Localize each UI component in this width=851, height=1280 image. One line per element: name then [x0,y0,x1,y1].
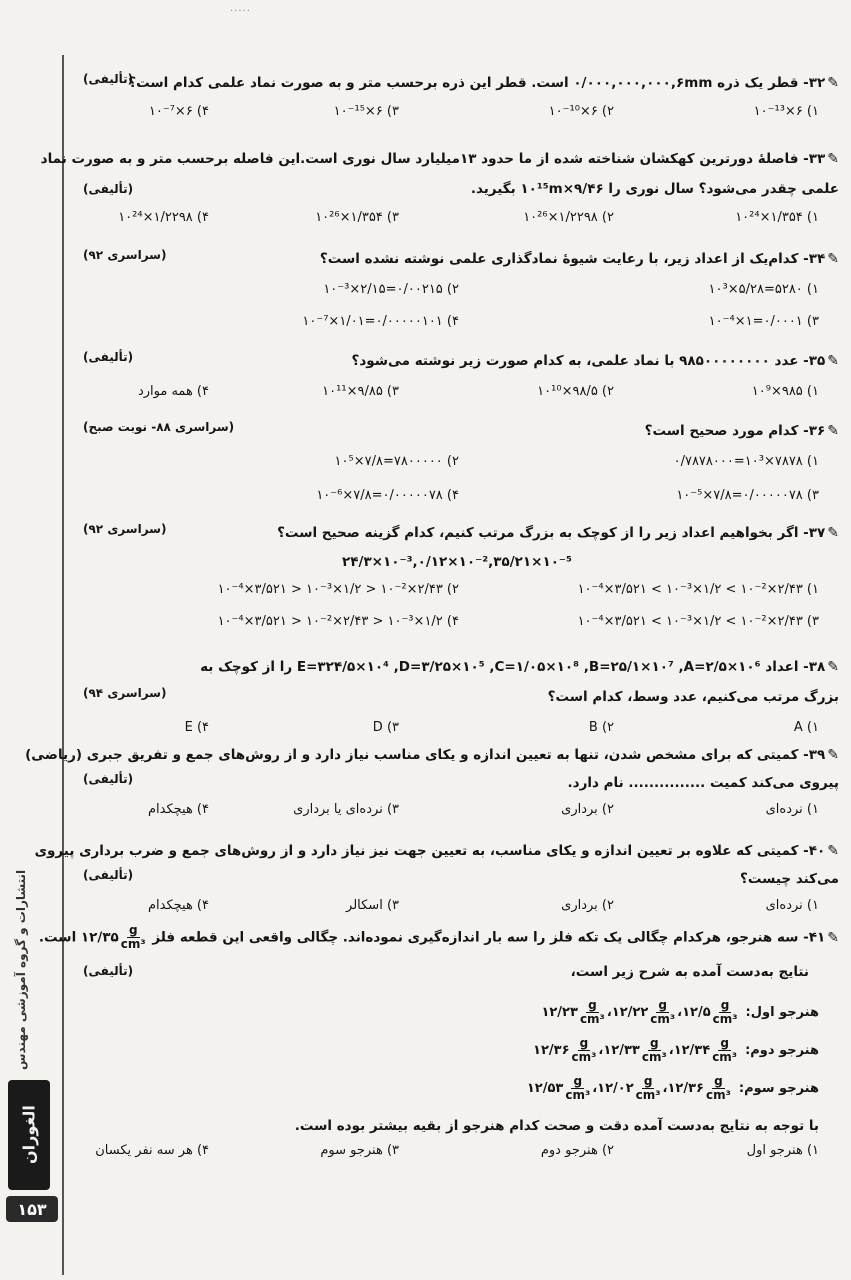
option-2[interactable]: ۲) ۱/۲۲۹۸×۱۰²⁶ [523,210,614,225]
separator: ، [668,1042,674,1058]
student-row [75,993,819,1031]
question-40 [34,840,839,922]
pencil-icon: ✎ [827,251,839,267]
option-2[interactable]: ۲) ۰/۰۰۲۱۵=۲/۱۵×۱۰⁻³ [323,282,459,297]
unit-fraction: $\frac{g}{\text{cm³}}$ [712,1035,738,1064]
option-2[interactable]: ۲) ۹۸/۵×۱۰¹⁰ [537,384,614,399]
option-1[interactable]: ۱) ۹۸۵×۱۰⁹ [751,384,819,399]
page-number: ۱۵۳ [6,1196,58,1222]
question-text: سه هنرجو، هرکدام چگالی یک تکه فلز را سه بار اندازه‌گیری نموده‌اند. چگالی واقعی این قطعه فلز [152,929,799,946]
student-label: هنرجو دوم: [745,1042,819,1058]
question-number: ۴۰- [803,843,826,859]
measurement-value: ۱۲/۰۲ [597,1080,634,1096]
measurement-value: ۱۲/۵ [682,1004,711,1020]
option-1[interactable]: ۱) ۷۸۷۸×۱۰³=۰/۷۸۷۸۰۰۰ [673,454,819,469]
unit-fraction: $\frac{g}{\text{cm³}}$ [706,1073,731,1102]
measurement-value: ۱۲/۳۴ [673,1042,711,1058]
question-number: ۳۸- [803,659,826,675]
question-text-end: است. [38,929,77,946]
question-41 [38,923,839,1167]
pencil-icon: ✎ [827,659,839,675]
measurement-value: ۱۲/۳۳ [603,1042,640,1058]
question-source: (تألیفی) [83,868,134,882]
question-33 [40,148,839,234]
student-row [75,1031,819,1069]
option-4[interactable]: ۴) هیچکدام [147,802,209,817]
option-1[interactable]: ۱) نرده‌ای [765,898,819,913]
option-4[interactable]: ۴) ۱/۲۲۹۸×۱۰²⁴ [118,210,209,225]
option-2[interactable]: ۲) ۶×۱۰⁻¹⁰ [548,104,614,119]
publisher-text: انتشارات و گروه آموزشی مهندس [14,869,28,1070]
publisher-logo: الغوران [8,1080,50,1190]
question-35 [75,350,839,408]
question-text: کدام مورد صحیح است؟ [644,423,799,439]
question-text-continued: می‌کند چیست؟ [740,871,839,887]
option-2[interactable]: ۲) برداری [561,898,614,913]
question-text-continued: نتایج به‌دست آمده به شرح زیر است، [570,964,809,980]
measurement-value: ۱۲/۳۶ [667,1080,704,1096]
option-4[interactable]: ۴) هیچکدام [147,898,209,913]
question-number: ۴۱- [803,929,826,946]
option-1[interactable]: ۱) ۱/۳۵۴×۱۰²⁴ [735,210,819,225]
pencil-icon: ✎ [827,843,839,859]
pencil-icon: ✎ [827,929,839,946]
option-1[interactable]: ۱) ۵۲۸۰=۵/۲۸×۱۰³ [708,282,819,297]
student-label: هنرجو اول: [745,1004,819,1020]
option-2[interactable]: ۲) هنرجو دوم [540,1143,614,1158]
option-2[interactable]: ۲) ۲/۴۳×۱۰⁻² < ۱/۲×۱۰⁻³ < ۳/۵۲۱×۱۰⁻⁴ [217,582,459,597]
top-mark: ····· [230,6,251,17]
question-number: ۳۳- [803,151,826,167]
question-36 [75,420,839,512]
option-3[interactable]: ۳) ۰/۰۰۰۱=۱×۱۰⁻⁴ [708,314,819,329]
unit-fraction: $\frac{g}{\text{cm³}}$ [565,1073,591,1102]
question-number: ۳۹- [803,747,826,763]
number-series: ۲۴/۳×۱۰⁻³,۰/۱۲×۱۰⁻²,۳۵/۲۱×۱۰⁻⁵ [342,554,572,570]
unit-fraction: $\frac{g}{\text{cm³}}$ [641,1035,667,1064]
measurement-value: ۱۲/۲۳ [541,1004,578,1020]
pencil-icon: ✎ [827,525,839,541]
unit-fraction: $\frac{g}{\text{cm³}}$ [712,997,738,1026]
separator: ، [662,1080,668,1096]
pencil-icon: ✎ [827,353,839,369]
option-4[interactable]: E (۴ [184,720,209,735]
option-4[interactable]: ۴) همه موارد [137,384,209,399]
question-32 [75,72,839,128]
pencil-icon: ✎ [827,151,839,167]
option-1[interactable]: ۱) هنرجو اول [746,1143,819,1158]
measurement-value: ۱۲/۳۶ [533,1042,570,1058]
question-source: (سراسری ۸۸- نوبت صبح) [83,420,235,434]
option-4[interactable]: ۴) هر سه نفر یکسان [95,1143,209,1158]
option-4[interactable]: ۴) ۶×۱۰⁻⁷ [148,104,209,119]
option-3[interactable]: ۳) ۹/۸۵×۱۰¹¹ [322,384,399,399]
option-4[interactable]: ۴) ۱/۲×۱۰⁻³ < ۲/۴۳×۱۰⁻² < ۳/۵۲۱×۱۰⁻⁴ [217,614,459,629]
student-label: هنرجو سوم: [738,1080,819,1096]
question-number: ۳۷- [803,525,826,541]
question-number: ۳۲- [803,75,826,91]
separator: ، [677,1004,683,1020]
option-2[interactable]: ۲) برداری [561,802,614,817]
option-3[interactable]: ۳) ۶×۱۰⁻¹⁵ [333,104,399,119]
option-2[interactable]: ۲) ۷۸۰۰۰۰۰=۷/۸×۱۰⁵ [334,454,459,469]
option-3[interactable]: ۳) ۰/۰۰۰۰۰۷۸=۷/۸×۱۰⁻⁵ [676,488,819,503]
option-3[interactable]: ۳) هنرجو سوم [320,1143,399,1158]
option-3[interactable]: ۳) ۲/۴۳×۱۰⁻² > ۱/۲×۱۰⁻³ > ۳/۵۲۱×۱۰⁻⁴ [577,614,819,629]
question-text-continued: بزرگ مرتب می‌کنیم، عدد وسط، کدام است؟ [547,689,839,705]
option-1[interactable]: ۱) ۲/۴۳×۱۰⁻² > ۱/۲×۱۰⁻³ > ۳/۵۲۱×۱۰⁻⁴ [577,582,819,597]
option-4[interactable]: ۴) ۰/۰۰۰۰۰۷۸=۷/۸×۱۰⁻⁶ [316,488,459,503]
option-1[interactable]: ۱) ۶×۱۰⁻¹³ [753,104,819,119]
pencil-icon: ✎ [827,747,839,763]
option-4[interactable]: ۴) ۰/۰۰۰۰۰۱۰۱=۱/۰۱×۱۰⁻⁷ [302,314,459,329]
question-text: کمیتی که برای مشخص شدن، تنها به تعیین اندازه و یکای مناسب نیاز دارد و از روش‌های جمع و تفریق جبری (ریاضی) [25,747,799,763]
pencil-icon: ✎ [827,423,839,439]
question-text-continued: علمی چقدر می‌شود؟ سال نوری را ۹/۴۶×۱۰¹⁵m بگیرید. [470,181,839,197]
question-text: کدام‌یک از اعداد زیر، با رعایت شیوهٔ نمادگذاری علمی نوشته نشده است؟ [319,251,799,267]
results-table [75,993,819,1107]
question-number: ۳۶- [803,423,826,439]
question-text-final: با توجه به نتایج به‌دست آمده دقت و صحت کدام هنرجو از بقیه بیشتر بوده است. [294,1118,819,1134]
separator: ، [598,1042,604,1058]
question-text: قطر یک ذره ۰/۰۰۰,۰۰۰,۰۰۰,۶mm است. قطر این ذره برحسب متر و به صورت نماد علمی کدام است؟ [128,75,799,91]
question-38 [75,656,839,744]
option-2[interactable]: B (۲ [588,720,614,735]
density-unit: $\frac{g}{\text{cm³}}$ [120,923,146,951]
question-text: اگر بخواهیم اعداد زیر را از کوچک به بزرگ مرتب کنیم، کدام گزینه صحیح است؟ [277,525,799,541]
option-3[interactable]: D (۳ [372,720,399,735]
unit-fraction: $\frac{g}{\text{cm³}}$ [650,997,676,1026]
student-row [75,1069,819,1107]
question-source: (تألیفی) [83,182,134,196]
question-source: (سراسری ۹۴) [83,686,167,700]
unit-fraction: $\frac{g}{\text{cm³}}$ [579,997,605,1026]
question-text: عدد ۹۸۵۰۰۰۰۰۰۰۰ با نماد علمی، به کدام صورت زیر نوشته می‌شود؟ [351,353,799,369]
question-text: اعداد E=۳۲۴/۵×۱۰⁴ ,D=۳/۲۵×۱۰⁵ ,C=۱/۰۵×۱۰⁸ ,B=۲۵/۱×۱۰⁷ ,A=۲/۵×۱۰⁶ را از کوچک به [200,659,799,675]
question-source: (تألیفی) [83,350,134,364]
unit-fraction: $\frac{g}{\text{cm³}}$ [635,1073,661,1102]
question-number: ۳۴- [803,251,826,267]
option-3[interactable]: ۳) اسکالر [346,898,399,913]
measurement-value: ۱۲/۵۳ [526,1080,564,1096]
option-1[interactable]: A (۱ [793,720,819,735]
question-source: (تألیفی) [83,772,134,786]
separator: ، [606,1004,612,1020]
separator: ، [592,1080,598,1096]
question-source: (سراسری ۹۲) [83,248,167,262]
measurement-value: ۱۲/۲۲ [611,1004,649,1020]
question-34 [75,248,839,338]
question-37 [75,522,839,638]
question-source: (تألیفی) [83,964,134,978]
question-text-continued: پیروی می‌کند کمیت ............... نام دارد. [567,775,839,791]
unit-fraction: $\frac{g}{\text{cm³}}$ [571,1035,597,1064]
question-text: فاصلهٔ دورترین کهکشان شناخته شده از ما حدود ۱۳میلیارد سال نوری است.این فاصله برحسب متر و به صورت نماد [40,151,799,167]
question-39 [25,744,839,826]
option-3[interactable]: ۳) ۱/۳۵۴×۱۰²⁶ [315,210,399,225]
option-1[interactable]: ۱) نرده‌ای [765,802,819,817]
density-value: ۱۲/۳۵ [80,929,119,946]
margin-line [62,55,64,1275]
question-number: ۳۵- [803,353,826,369]
question-source: (سراسری ۹۲) [83,522,167,536]
question-source: (تألیفی) [83,72,134,86]
question-text: کمیتی که علاوه بر تعیین اندازه و یکای مناسب، به تعیین جهت نیز نیاز دارد و از روش‌های جمع و ضرب برداری پیروی [34,843,799,859]
pencil-icon: ✎ [827,75,839,91]
option-3[interactable]: ۳) نرده‌ای یا برداری [293,802,399,817]
